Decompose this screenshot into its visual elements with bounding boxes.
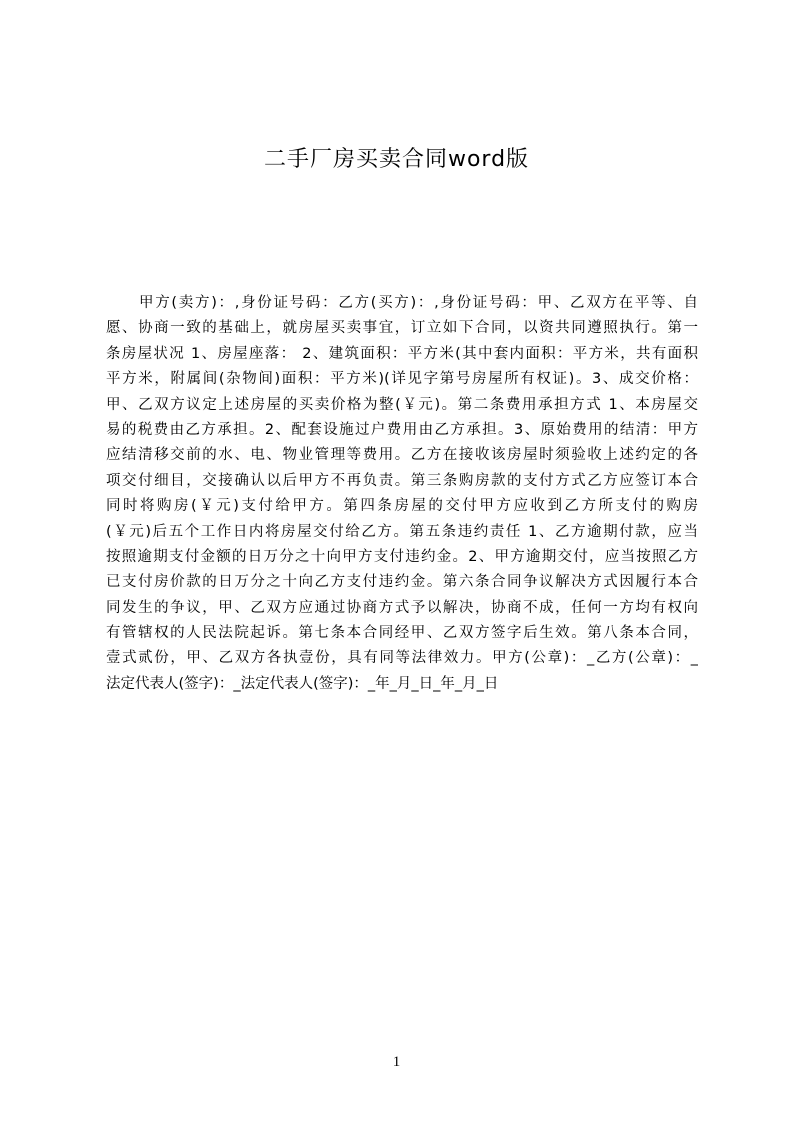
document-title: 二手厂房买卖合同word版: [263, 147, 530, 172]
body-line: 平方米，附属间(杂物间)面积：平方米)(详见字第号房屋所有权证)。3、成交价格：: [106, 371, 698, 388]
body-line: 同时将购房(￥元)支付给甲方。第四条房屋的交付甲方应收到乙方所支付的购房: [106, 498, 698, 515]
contract-body: [106, 291, 698, 697]
body-line: 甲方(卖方)：,身份证号码：乙方(买方)：,身份证号码：甲、乙双方在平等、自: [139, 295, 698, 311]
body-line: 易的税费由乙方承担。2、配套设施过户费用由乙方承担。3、原始费用的结清：甲方: [106, 421, 698, 438]
body-line: 条房屋状况 1、房屋座落： 2、建筑面积：平方米(其中套内面积：平方米，共有面积: [106, 345, 698, 362]
body-line: 甲、乙双方议定上述房屋的买卖价格为整(￥元)。第二条费用承担方式 1、本房屋交: [106, 396, 698, 413]
page-number: 1: [392, 1054, 401, 1070]
body-line: 有管辖权的人民法院起诉。第七条本合同经甲、乙双方签字后生效。第八条本合同，: [106, 625, 698, 642]
body-line: 壹式贰份，甲、乙双方各执壹份，具有同等法律效力。甲方(公章)：_乙方(公章)：_: [106, 650, 698, 667]
body-line: 按照逾期支付金额的日万分之十向甲方支付违约金。2、甲方逾期交付，应当按照乙方: [106, 548, 698, 565]
body-line: 同发生的争议，甲、乙双方应通过协商方式予以解决，协商不成，任何一方均有权向: [106, 599, 698, 616]
body-line: 项交付细目，交接确认以后甲方不再负责。第三条购房款的支付方式乙方应签订本合: [106, 472, 698, 489]
body-line: 应结清移交前的水、电、物业管理等费用。乙方在接收该房屋时须验收上述约定的各: [106, 447, 698, 464]
body-line: (￥元)后五个工作日内将房屋交付给乙方。第五条违约责任 1、乙方逾期付款，应当: [106, 523, 698, 540]
body-line: 愿、协商一致的基础上，就房屋买卖事宜，订立如下合同，以资共同遵照执行。第一: [106, 320, 698, 337]
body-line: 法定代表人(签字)：_法定代表人(签字)：_年_月_日_年_月_日: [106, 675, 499, 692]
body-line: 已支付房价款的日万分之十向乙方支付违约金。第六条合同争议解决方式因履行本合: [106, 574, 698, 591]
